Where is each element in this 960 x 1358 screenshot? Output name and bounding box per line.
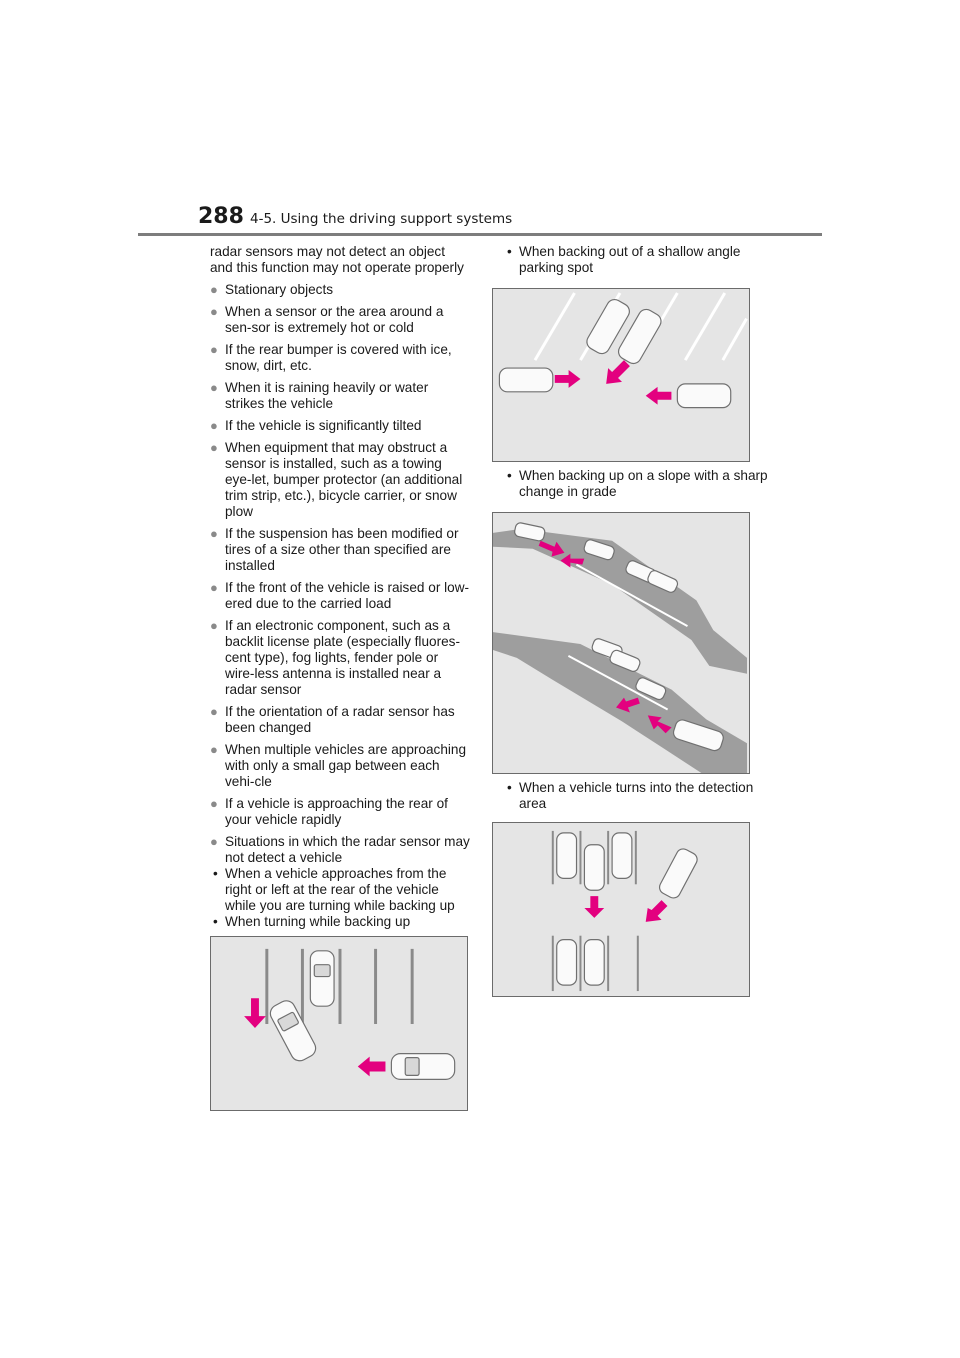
approaching-car-right — [677, 384, 730, 408]
list-item: ● Situations in which the radar sensor may not detect a vehicle — [210, 834, 470, 865]
bullet-icon: ● — [210, 834, 218, 849]
bullet-icon: ● — [210, 282, 218, 297]
sub-list-item: • When turning while backing up — [213, 914, 411, 929]
sub-list-item: • When a vehicle approaches from the right or left at the rear of the vehicle while you are turning while backing up — [213, 866, 455, 913]
reversing-car — [267, 998, 318, 1064]
list-item: ● If an electronic component, such as a backlit license plate (especially fluores-cent type), fog lights, fender pole or wire-less antenna is installed near a radar sensor — [210, 618, 460, 697]
list-item: ● When multiple vehicles are approaching with only a small gap between each vehi-cle — [210, 742, 467, 789]
bullet-icon: ● — [210, 304, 218, 319]
figure-slope-illustration — [493, 513, 749, 773]
turning-car — [657, 846, 699, 900]
bullet-icon: ● — [210, 380, 218, 395]
left-column — [210, 244, 470, 930]
list-item: ● When equipment that may obstruct a sensor is installed, such as a towing eye-let, bumper protector (an additional trim strip, etc.), bicycle carrier, or snow plow — [210, 440, 463, 519]
approaching-car — [391, 1054, 454, 1080]
figure-detection-area-illustration — [493, 823, 749, 996]
figure-detection-area — [492, 822, 750, 997]
caption-shallow-angle: • When backing out of a shallow angle parking spot — [507, 244, 741, 275]
bullet-icon: ● — [210, 342, 218, 357]
parked-car — [612, 833, 632, 878]
figure-shallow-angle — [492, 288, 750, 462]
figure-turning-backing — [210, 936, 468, 1111]
arrow-icon — [584, 896, 667, 922]
dash-icon: • — [213, 914, 218, 929]
dash-icon: • — [507, 468, 512, 483]
intro-text: radar sensors may not detect an object and this function may not operate properly — [210, 244, 464, 275]
bullet-icon: ● — [210, 704, 218, 719]
caption-slope: • When backing up on a slope with a sharp change in grade — [507, 468, 768, 499]
bullet-icon: ● — [210, 618, 218, 633]
list-item: ● If the front of the vehicle is raised or low-ered due to the carried load — [210, 580, 470, 611]
page-header — [198, 204, 822, 236]
list-item: ● If the orientation of a radar sensor has been changed — [210, 704, 455, 735]
list-item: ● Stationary objects — [210, 282, 334, 297]
list-item: ● If the rear bumper is covered with ice, snow, dirt, etc. — [210, 342, 452, 373]
arrow-icon — [244, 998, 385, 1076]
list-item: ● If the suspension has been modified or tires of a size other than specified are installed — [210, 526, 459, 573]
header-rule — [138, 233, 822, 236]
list-item: ● If the vehicle is significantly tilted — [210, 418, 422, 433]
figure-turning-backing-illustration — [211, 937, 467, 1110]
parked-car — [557, 833, 577, 878]
bullet-icon: ● — [210, 440, 218, 455]
dash-icon: • — [507, 780, 512, 795]
figure-slope — [492, 512, 750, 774]
bullet-icon: ● — [210, 526, 218, 541]
parked-car — [310, 951, 334, 1006]
bullet-icon: ● — [210, 580, 218, 595]
bullet-icon: ● — [210, 418, 218, 433]
list-item: ● If a vehicle is approaching the rear of your vehicle rapidly — [210, 796, 448, 827]
caption-turns-into-area: • When a vehicle turns into the detection area — [507, 780, 754, 811]
parked-car — [557, 940, 577, 985]
figure-shallow-angle-illustration — [493, 289, 749, 461]
sub-list — [210, 866, 470, 930]
bullet-list — [210, 282, 470, 866]
arrow-icon — [555, 360, 672, 404]
list-item: ● When a sensor or the area around a sen-sor is extremely hot or cold — [210, 304, 444, 335]
section-title: 4-5. Using the driving support systems — [250, 211, 513, 227]
page-number: 288 — [198, 204, 244, 229]
dash-icon: • — [507, 244, 512, 259]
approaching-car-left — [499, 368, 552, 392]
bullet-icon: ● — [210, 796, 218, 811]
dash-icon: • — [213, 866, 218, 881]
parked-car — [584, 940, 604, 985]
bullet-icon: ● — [210, 742, 218, 757]
reversing-car — [584, 845, 604, 890]
list-item: ● When it is raining heavily or water strikes the vehicle — [210, 380, 429, 411]
